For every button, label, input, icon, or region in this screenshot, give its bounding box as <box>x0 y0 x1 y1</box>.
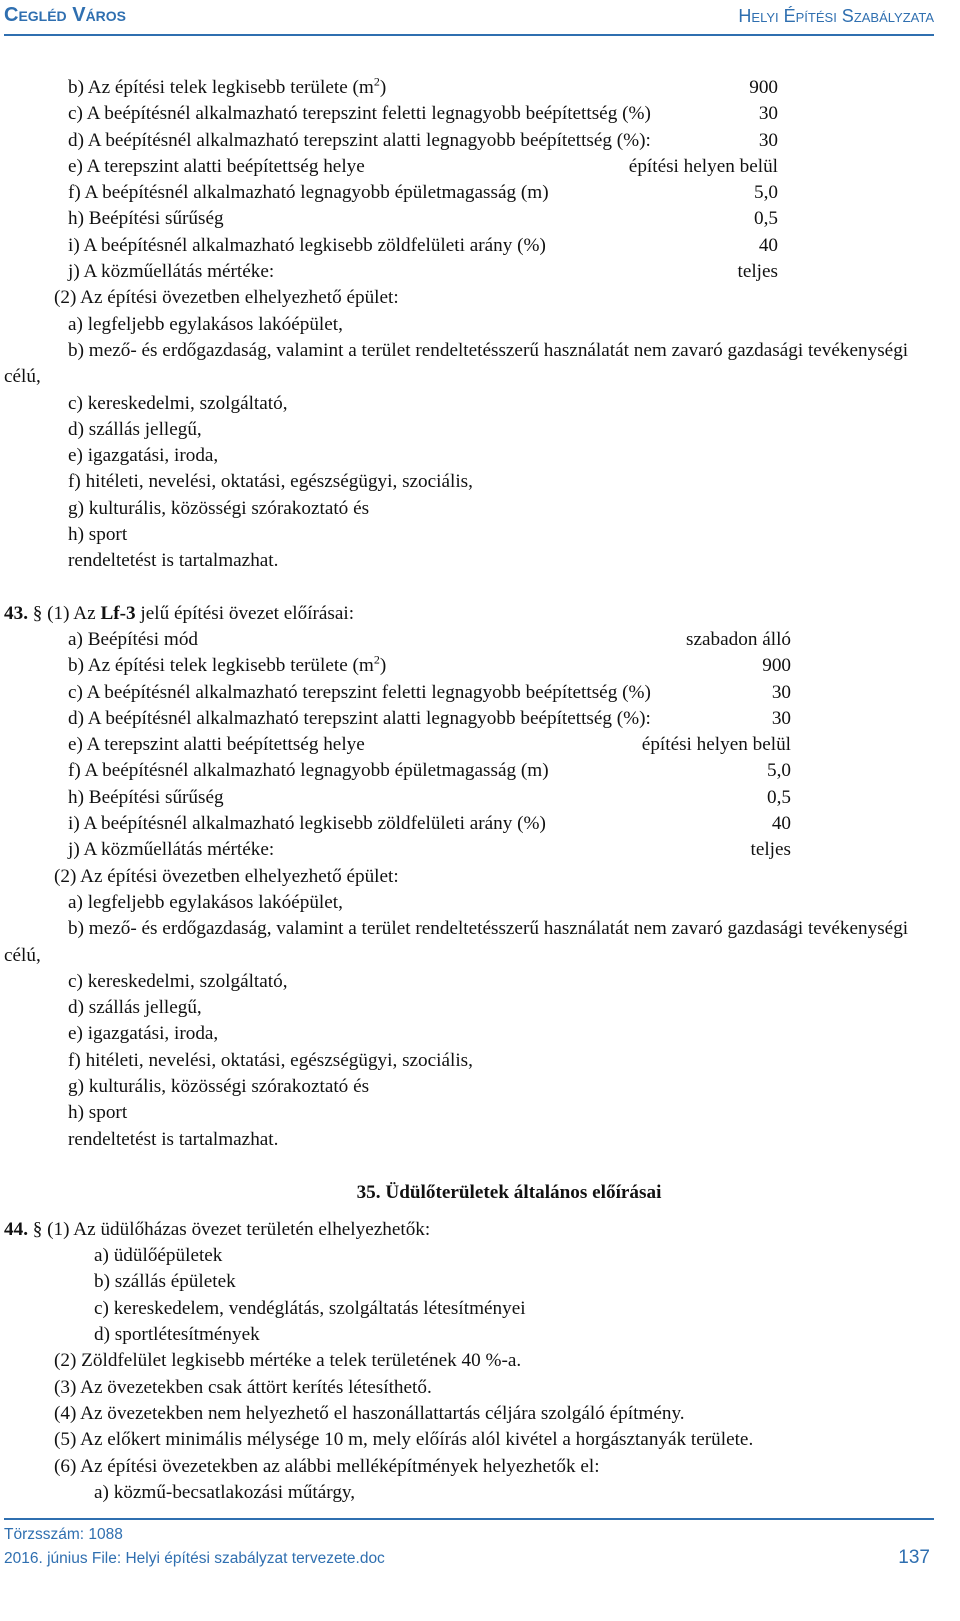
list-item-text: d) szállás jellegű, <box>68 418 202 440</box>
paragraph-title-text: (2) Az építési övezetben elhelyezhető épület: <box>54 865 399 887</box>
list-item-text: e) igazgatási, iroda, <box>68 445 219 467</box>
block1-requirements <box>4 75 934 575</box>
requirement-row <box>4 75 934 101</box>
list-item <box>4 443 934 469</box>
paragraph <box>4 1348 934 1374</box>
footer-register-number: Törzsszám: 1088 <box>4 1526 123 1543</box>
zone-code: Lf-3 <box>100 602 136 624</box>
list-item-text: d) sportlétesítmények <box>94 1324 260 1346</box>
requirement-label: d) A beépítésnél alkalmazható terepszint alatti legnagyobb beépítettség (%): <box>68 129 651 151</box>
section-43-heading <box>4 601 934 627</box>
list-item <box>4 1322 934 1348</box>
section-44-heading <box>4 1217 934 1243</box>
requirement-label-suffix: ) <box>379 77 387 98</box>
list-item: b) mező- és erdőgazdaság, valamint a terület rendeltetésszerű használatát nem zavaró gazdasági tevékenységi célú, <box>4 918 909 966</box>
requirement-row <box>4 758 934 784</box>
requirement-row <box>4 128 934 154</box>
footer-file-info: 2016. június File: Helyi építési szabályzat tervezete.doc <box>4 1550 385 1567</box>
requirement-label: c) A beépítésnél alkalmazható terepszint feletti legnagyobb beépítettség (%) <box>68 681 651 703</box>
paragraph-text: (4) Az övezetekben nem helyezhető el haszonállattartás céljára szolgáló építmény. <box>54 1402 685 1424</box>
requirement-row <box>4 653 934 679</box>
requirement-label: j) A közműellátás mértéke: <box>68 261 275 283</box>
requirement-row <box>4 706 934 732</box>
paragraph-title <box>4 864 934 890</box>
requirement-label: b) Az építési telek legkisebb területe (m <box>68 77 374 98</box>
section-44-heading-text <box>4 1217 430 1243</box>
requirement-label: f) A beépítésnél alkalmazható legnagyobb épületmagasság (m) <box>68 182 549 204</box>
list-item <box>4 312 934 338</box>
requirement-value: 5,0 <box>767 760 791 782</box>
requirement-value: 0,5 <box>767 786 791 808</box>
paragraph-text: (6) Az építési övezetekben az alábbi melléképítmények helyezhetők el: <box>54 1455 600 1477</box>
requirement-label: j) A közműellátás mértéke: <box>68 839 275 861</box>
requirement-label: d) A beépítésnél alkalmazható terepszint alatti legnagyobb beépítettség (%): <box>68 707 651 729</box>
requirement-row <box>4 101 934 127</box>
requirement-row <box>4 154 934 180</box>
page-header <box>4 0 934 36</box>
list-item <box>4 1243 934 1269</box>
list-item-text: g) kulturális, közösségi szórakoztató és <box>68 497 370 519</box>
requirement-value: 40 <box>758 234 778 256</box>
list-item-text: c) kereskedelmi, szolgáltató, <box>68 392 288 414</box>
requirement-label: b) Az építési telek legkisebb területe (m <box>68 655 374 677</box>
paragraph-title <box>4 285 934 311</box>
list-item <box>4 391 934 417</box>
requirement-value: 30 <box>771 707 791 729</box>
list-item <box>4 1100 934 1126</box>
superscript: 2 <box>373 74 380 89</box>
requirement-value: teljes <box>750 839 791 861</box>
list-item <box>4 995 934 1021</box>
list-item <box>4 1074 934 1100</box>
list-item-text: b) szállás épületek <box>94 1271 236 1293</box>
paragraph-sign: § <box>32 602 43 624</box>
list-item-text: h) sport <box>68 524 128 546</box>
list-item <box>4 1269 934 1295</box>
paragraph-title-text: (2) Az építési övezetben elhelyezhető épület: <box>54 287 399 309</box>
requirement-label: e) A terepszint alatti beépítettség helye <box>68 155 365 177</box>
requirement-value: építési helyen belül <box>641 734 791 756</box>
list-item-text: f) hitéleti, nevelési, oktatási, egészségügyi, szociális, <box>68 1049 473 1071</box>
requirement-row <box>4 811 934 837</box>
page-number: 137 <box>898 1547 930 1568</box>
list-item <box>4 417 934 443</box>
list-item-text: rendeltetést is tartalmazhat. <box>68 550 279 572</box>
paragraph <box>4 1375 934 1401</box>
requirement-row <box>4 206 934 232</box>
list-item <box>4 548 934 574</box>
requirement-value: 0,5 <box>754 208 778 230</box>
requirement-value: 30 <box>758 103 778 125</box>
requirement-label: c) A beépítésnél alkalmazható terepszint feletti legnagyobb beépítettség (%) <box>68 103 651 125</box>
paragraph <box>4 1401 934 1427</box>
list-item-text: c) kereskedelem, vendéglátás, szolgáltatás létesítményei <box>94 1297 526 1319</box>
requirement-value: 900 <box>762 655 791 677</box>
requirement-value: teljes <box>737 261 778 283</box>
list-item <box>4 890 934 916</box>
requirement-row <box>4 180 934 206</box>
list-item-text: a) közmű-becsatlakozási műtárgy, <box>94 1481 356 1503</box>
requirement-value: 900 <box>749 77 778 98</box>
requirement-value: építési helyen belül <box>628 155 778 177</box>
list-item <box>4 469 934 495</box>
list-item <box>4 522 934 548</box>
paragraph <box>4 1454 934 1480</box>
section-43 <box>4 601 934 1153</box>
requirement-value: szabadon álló <box>686 628 791 650</box>
paragraph-sign: § <box>32 1218 43 1240</box>
section-intro: (1) Az üdülőházas övezet területén elhelyezhetők: <box>47 1218 431 1240</box>
requirement-label: i) A beépítésnél alkalmazható legkisebb zöldfelületi arány (%) <box>68 234 546 256</box>
section-number: 43. <box>4 602 28 624</box>
list-item: b) mező- és erdőgazdaság, valamint a terület rendeltetésszerű használatát nem zavaró gazdasági tevékenységi célú, <box>4 339 909 388</box>
section-44 <box>4 1217 934 1506</box>
list-item-text: g) kulturális, közösségi szórakoztató és <box>68 1075 370 1097</box>
section-35-title: 35. Üdülőterületek általános előírásai <box>356 1181 662 1203</box>
requirement-value: 30 <box>771 681 791 703</box>
spacer <box>4 1153 934 1179</box>
requirement-row <box>4 785 934 811</box>
list-item <box>4 496 934 522</box>
list-item <box>4 1480 934 1506</box>
spacer <box>4 1207 934 1217</box>
list-item-text: d) szállás jellegű, <box>68 997 202 1019</box>
requirement-row <box>4 627 934 653</box>
list-item-text: a) üdülőépületek <box>94 1245 223 1267</box>
list-item-text: a) legfeljebb egylakásos lakóépület, <box>68 313 343 335</box>
list-item <box>4 1296 934 1322</box>
requirement-value: 5,0 <box>754 182 778 204</box>
list-item <box>4 1048 934 1074</box>
requirement-label: f) A beépítésnél alkalmazható legnagyobb épületmagasság (m) <box>68 760 549 782</box>
requirement-label: h) Beépítési sűrűség <box>68 786 224 808</box>
paragraph-text: (2) Zöldfelület legkisebb mértéke a telek területének 40 %-a. <box>54 1350 522 1372</box>
page-footer <box>4 1518 934 1568</box>
list-item <box>4 1021 934 1047</box>
requirement-label-suffix: ) <box>379 655 387 677</box>
requirement-label: e) A terepszint alatti beépítettség helye <box>68 734 365 756</box>
list-item-text: f) hitéleti, nevelési, oktatási, egészségügyi, szociális, <box>68 471 473 493</box>
list-item-text: a) legfeljebb egylakásos lakóépület, <box>68 891 343 913</box>
paragraph-text: (5) Az előkert minimális mélysége 10 m, mely előírás alól kivétel a horgásztanyák területe. <box>54 1429 754 1451</box>
section-43-heading-text <box>4 601 354 627</box>
list-item-text: e) igazgatási, iroda, <box>68 1023 219 1045</box>
section-intro: (1) Az <box>47 602 96 624</box>
requirement-row <box>4 837 934 863</box>
section-number: 44. <box>4 1218 28 1240</box>
list-item <box>4 1127 934 1153</box>
document-body <box>4 75 934 1506</box>
requirement-row <box>4 732 934 758</box>
paragraph <box>4 1427 934 1453</box>
paragraph-text: (3) Az övezetekben csak áttört kerítés létesíthető. <box>54 1376 432 1398</box>
requirement-row <box>4 259 934 285</box>
requirement-label: h) Beépítési sűrűség <box>68 208 224 230</box>
superscript: 2 <box>373 652 380 667</box>
list-item-text: c) kereskedelmi, szolgáltató, <box>68 970 288 992</box>
requirement-row <box>4 233 934 259</box>
list-item <box>4 969 934 995</box>
list-item-text: h) sport <box>68 1102 128 1124</box>
requirement-value: 30 <box>758 129 778 151</box>
header-doc-title: Helyi Építési Szabályzata <box>738 6 934 26</box>
requirement-label: i) A beépítésnél alkalmazható legkisebb zöldfelületi arány (%) <box>68 813 546 835</box>
requirement-value: 40 <box>771 813 791 835</box>
spacer <box>4 575 934 601</box>
requirement-label: a) Beépítési mód <box>68 628 199 650</box>
list-item-text: rendeltetést is tartalmazhat. <box>68 1128 279 1150</box>
section-intro-rest: jelű építési övezet előírásai: <box>140 602 355 624</box>
requirement-row <box>4 680 934 706</box>
header-city: Cegléd Város <box>4 4 127 26</box>
